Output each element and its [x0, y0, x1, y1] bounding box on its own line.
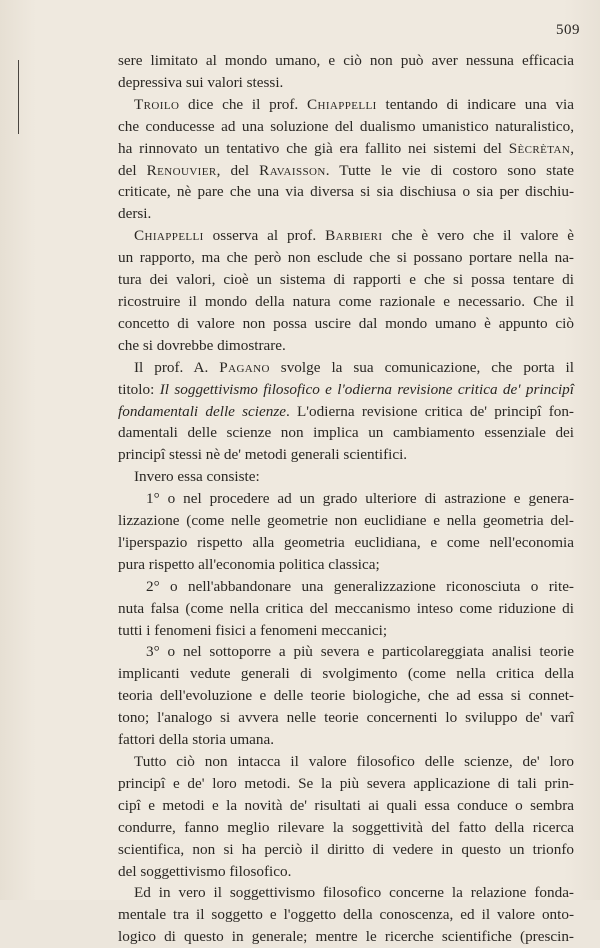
- text-run: , del: [216, 161, 260, 179]
- text-run: Ed in vero il soggettivismo filosofico concerne la relazione fonda-: [134, 884, 574, 902]
- text-line: [118, 685, 574, 707]
- text-line: [118, 225, 574, 247]
- text-run: logico di questo in generale; mentre le ricerche scientifiche (prescin-: [118, 928, 574, 946]
- text-run: damentali delle scienze non implica un cambiamento essenziale dei: [118, 424, 574, 442]
- paragraph: [118, 882, 574, 948]
- text-line: [118, 598, 574, 620]
- text-run: teoria dell'evoluzione e delle teorie biologiche, che ad essa si connet-: [118, 687, 574, 705]
- text-line: [118, 160, 574, 182]
- text-run: titolo:: [118, 380, 160, 398]
- small-caps-name: Chiappelli: [134, 227, 204, 245]
- text-run: osserva al prof.: [203, 227, 326, 245]
- text-run: cipî e metodi e la novità de' risultati ai quali essa conduce o sembra: [118, 796, 574, 814]
- text-run: implicanti vedute generali di svolgimento (come nella critica della: [118, 665, 574, 683]
- text-run: che è vero che il valore è: [382, 227, 575, 245]
- text-run: dersi.: [118, 205, 152, 223]
- margin-pencil-mark: [18, 60, 19, 134]
- text-line: [118, 422, 574, 444]
- text-line: [118, 269, 574, 291]
- text-run: un rapporto, ma che però non esclude che si possano portare nella na-: [118, 249, 574, 267]
- text-run: criticate, nè pare che una via diversa si sia dischiusa o sia per dischiu-: [118, 183, 574, 201]
- text-line: [118, 751, 574, 773]
- small-caps-name: Barbieri: [325, 227, 383, 245]
- text-run: tono; l'analogo si avvera nelle teorie concernenti lo sviluppo de' varî: [118, 709, 574, 727]
- small-caps-name: Troilo: [134, 95, 180, 113]
- text-line: [118, 663, 574, 685]
- text-line: [118, 554, 574, 576]
- text-run: scientifica, non si ha perciò il diritto di vedere in questo un trionfo: [118, 840, 574, 858]
- text-run: tutti i fenomeni fisici a fenomeni meccanici;: [118, 621, 388, 639]
- text-run: ricostruire il mondo della natura come razionale e necessario. Che il: [118, 292, 574, 310]
- text-line: [118, 357, 574, 379]
- text-run: tura dei valori, cioè un sistema di rapporti e che si possa tentare di: [118, 271, 574, 289]
- text-run: principî e de' loro metodi. Se la più severa applicazione di tali prin-: [118, 774, 574, 792]
- text-line: [118, 444, 574, 466]
- text-run: Invero essa consiste:: [134, 468, 260, 486]
- text-run: ha rinnovato un tentativo che già era fallito nei sistemi del: [118, 139, 509, 157]
- text-line: [118, 773, 574, 795]
- text-line: [118, 203, 574, 225]
- text-run: condurre, fanno meglio rilevare la soggettività del fatto della ricerca: [118, 818, 574, 836]
- text-run: . L'odierna revisione critica de' principî fon-: [286, 402, 574, 420]
- text-line: [118, 795, 574, 817]
- text-line: [118, 620, 574, 642]
- text-line: [118, 532, 574, 554]
- paragraph: [118, 50, 574, 94]
- text-line: [118, 181, 574, 203]
- small-caps-name: Ravaisson: [259, 161, 326, 179]
- paragraph: [118, 751, 574, 882]
- paragraph: [118, 225, 574, 356]
- text-run: principî stessi nè de' metodi generali scientifici.: [118, 446, 408, 464]
- text-run: Il prof. A.: [134, 358, 220, 376]
- text-run: 3° o nel sottoporre a più severa e particolareggiata analisi teorie: [146, 643, 574, 661]
- text-line: [118, 861, 574, 883]
- text-line: [118, 510, 574, 532]
- text-run: Tutto ciò non intacca il valore filosofico delle scienze, de' loro: [134, 753, 574, 770]
- text-run: pura rispetto all'economia politica classica;: [118, 555, 380, 573]
- small-caps-name: Chiappelli: [306, 95, 377, 113]
- text-run: che conducesse ad una soluzione del dualismo umanistico naturalistico,: [118, 117, 574, 135]
- body-text: [118, 50, 574, 948]
- text-run: del soggettivismo filosofico.: [118, 862, 292, 880]
- text-line: [118, 729, 574, 751]
- text-line: [118, 291, 574, 313]
- text-run: concetto di valore non possa uscire dal mondo umano è appunto ciò: [118, 314, 574, 332]
- text-run: che si dovrebbe dimostrare.: [118, 336, 286, 354]
- page-number: 509: [556, 22, 580, 38]
- text-line: [118, 882, 574, 904]
- text-line: [118, 926, 574, 948]
- text-line: [118, 488, 574, 510]
- text-line: [118, 313, 574, 335]
- text-run: . Tutte le vie di costoro sono state: [325, 161, 574, 179]
- text-run: tentando di indicare una via: [376, 95, 574, 113]
- text-line: [118, 116, 574, 138]
- text-line: [118, 379, 574, 401]
- text-line: [118, 335, 574, 357]
- text-line: [118, 576, 574, 598]
- text-line: [118, 707, 574, 729]
- text-line: [118, 72, 574, 94]
- text-line: [118, 50, 574, 72]
- text-run: depressiva sui valori stessi.: [118, 73, 284, 91]
- text-run: dice che il prof.: [179, 95, 307, 113]
- paragraph: [118, 641, 574, 751]
- text-run: 1° o nel procedere ad un grado ulteriore di astrazione e genera-: [146, 490, 574, 508]
- paragraph: [118, 488, 574, 576]
- italic-title: Il soggettivismo filosofico e l'odierna revisione critica de' principî: [159, 380, 574, 398]
- paragraph: [118, 576, 574, 642]
- text-line: [118, 466, 574, 488]
- small-caps-name: Sècrètan: [508, 139, 571, 157]
- text-run: 2° o nell'abbandonare una generalizzazione riconosciuta o rite-: [146, 577, 574, 595]
- text-run: sere limitato al mondo umano, e ciò non può aver nessuna efficacia: [118, 52, 574, 69]
- text-line: [118, 138, 574, 160]
- text-run: l'iperspazio rispetto alla geometria euclidiana, e come nell'economia: [118, 533, 574, 551]
- text-run: svolge la sua comunicazione, che porta il: [269, 358, 574, 376]
- italic-title: fondamentali delle scienze: [118, 402, 286, 420]
- text-line: [118, 401, 574, 423]
- text-line: [118, 817, 574, 839]
- text-line: [118, 839, 574, 861]
- text-run: fattori della storia umana.: [118, 731, 275, 749]
- text-run: nuta falsa (come nella critica del meccanismo inteso come riduzione di: [118, 599, 574, 617]
- text-line: [118, 247, 574, 269]
- small-caps-name: Pagano: [219, 358, 270, 376]
- text-run: del: [118, 161, 147, 179]
- paragraph: [118, 466, 574, 488]
- paragraph: [118, 357, 574, 467]
- text-line: [118, 641, 574, 663]
- text-line: [118, 94, 574, 116]
- text-run: lizzazione (come nelle geometrie non euclidiane e nella geometria del-: [118, 512, 574, 530]
- paragraph: [118, 94, 574, 225]
- text-line: [118, 904, 574, 926]
- small-caps-name: Renouvier: [146, 161, 217, 179]
- text-run: ,: [570, 139, 574, 157]
- text-run: mentale tra il soggetto e l'oggetto della conoscenza, ed il valore onto-: [118, 906, 574, 924]
